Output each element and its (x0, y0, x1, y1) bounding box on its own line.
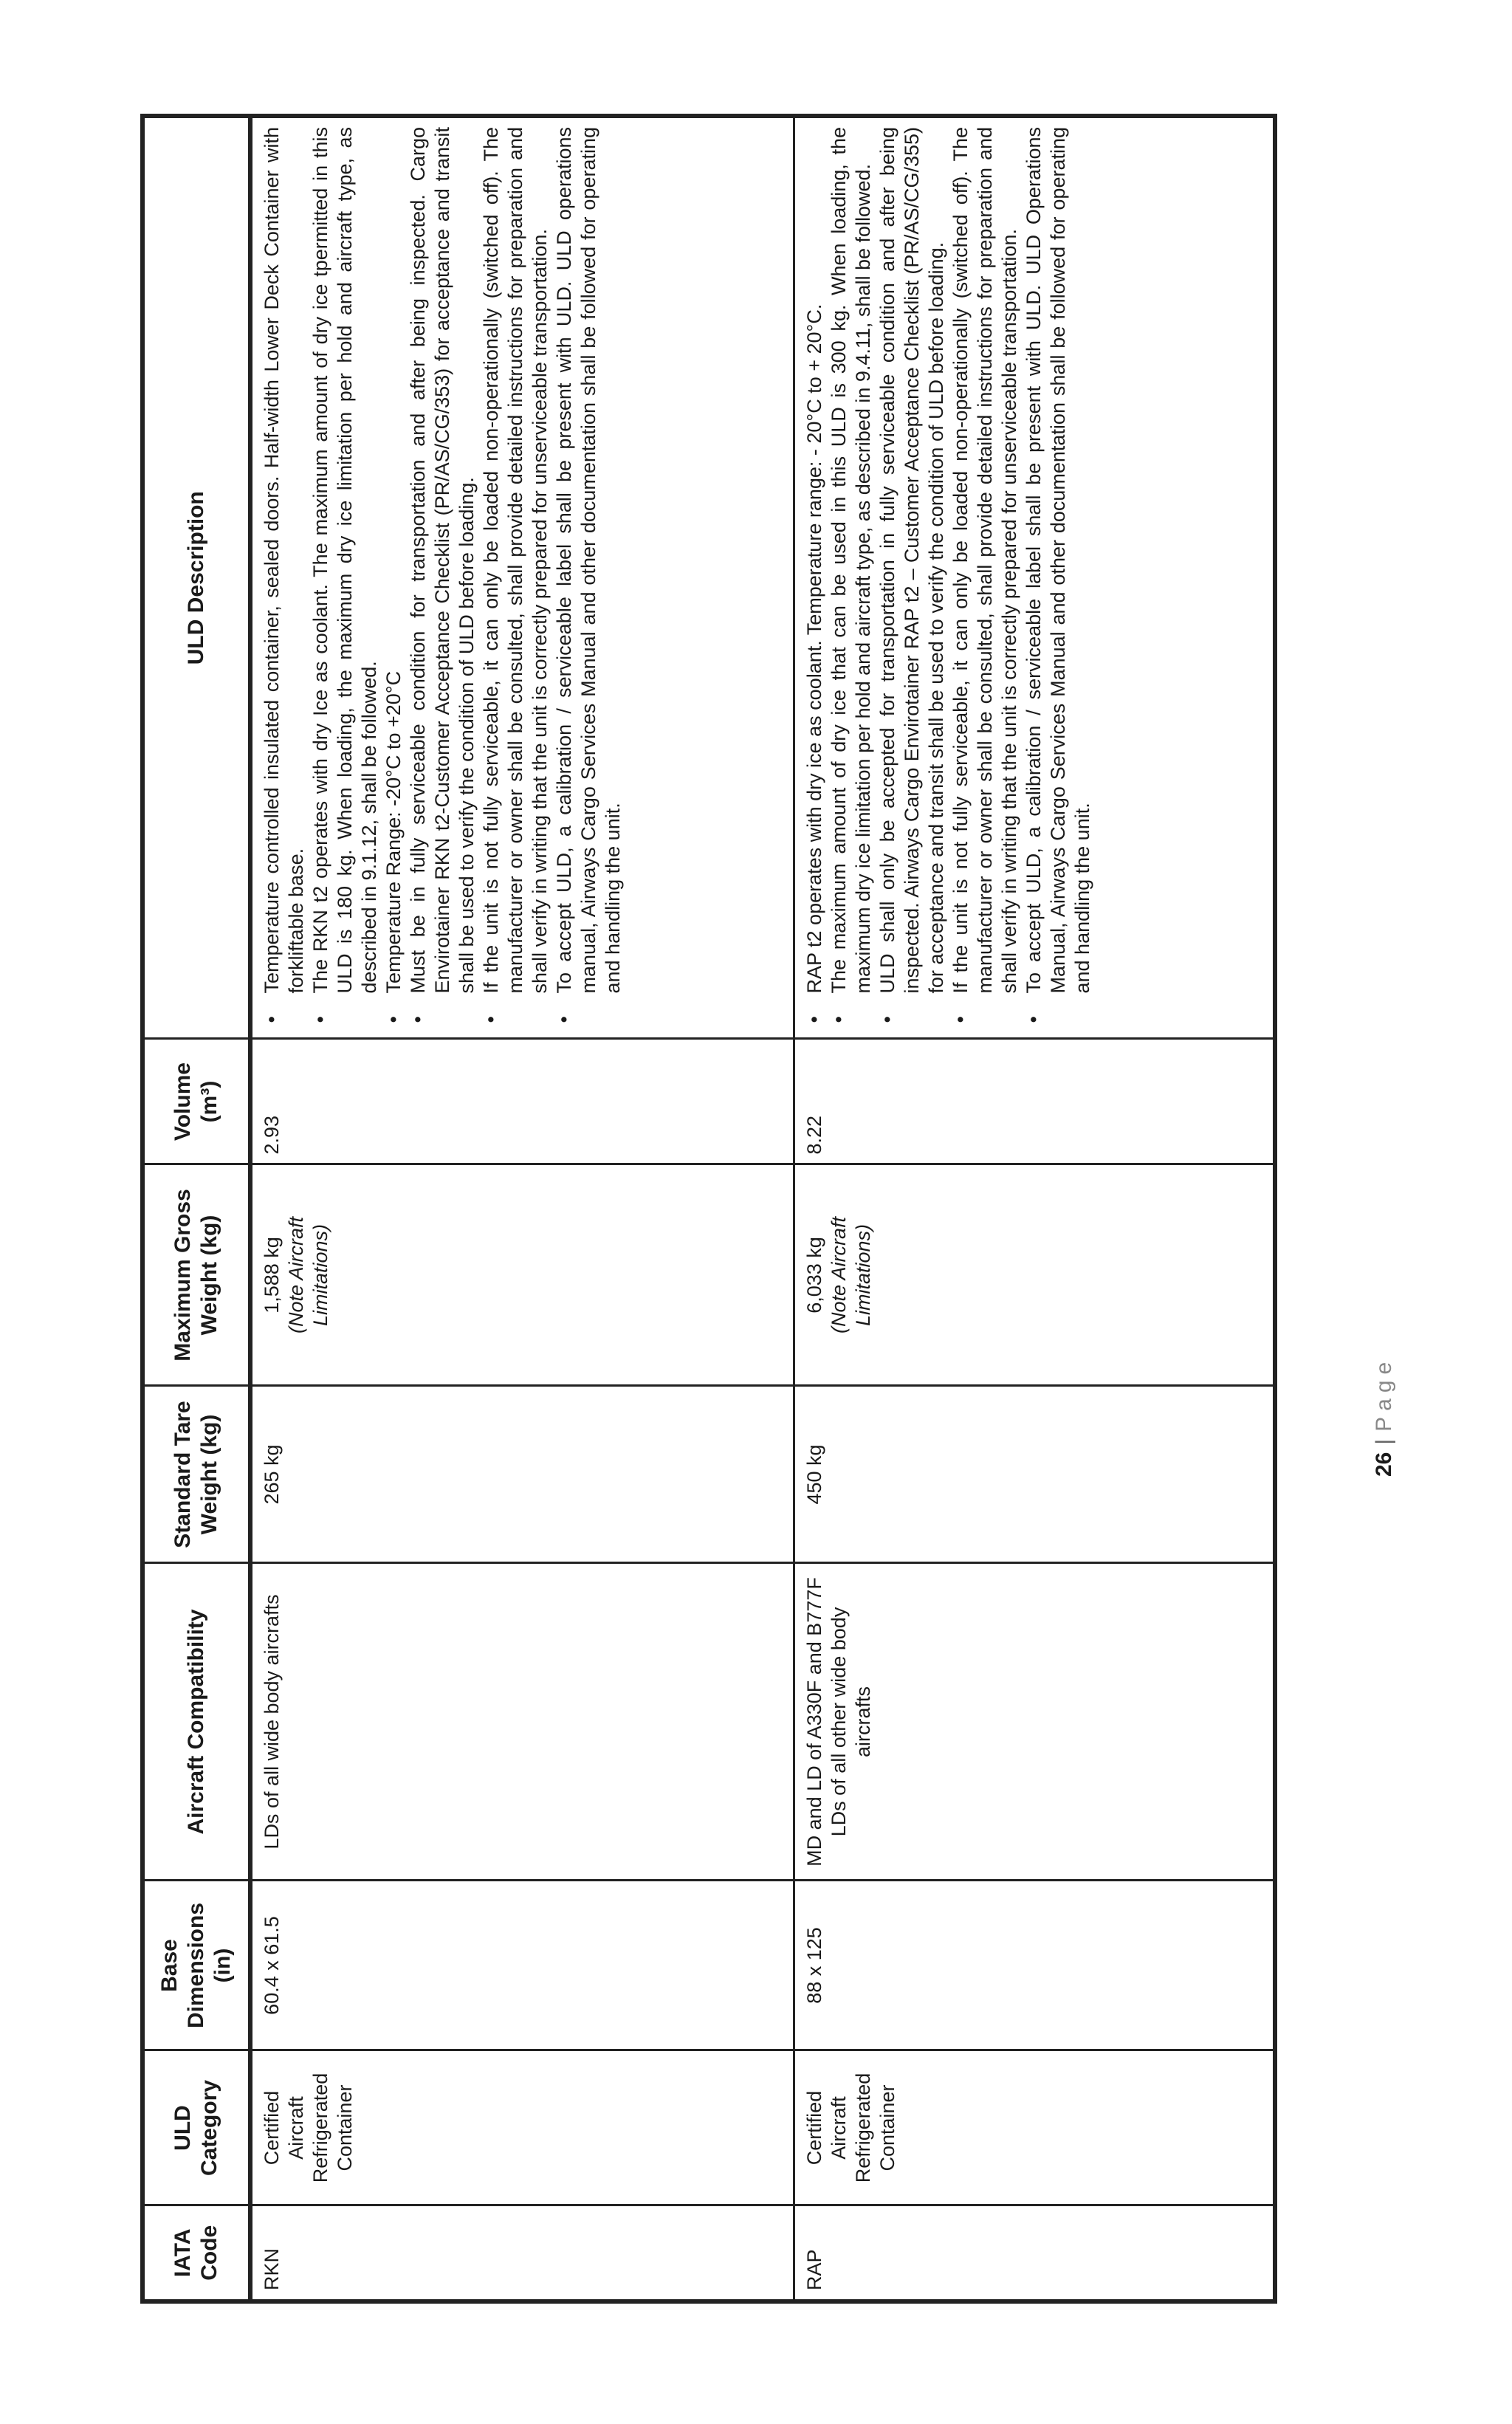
description-item: • RAP t2 operates with dry ice as coolant. Temperature range: - 20°C to + 20°C. (803, 127, 827, 994)
description-item: • Temperature Range: -20°C to +20°C (382, 127, 406, 994)
header-tare-weight: Standard Tare Weight (kg) (142, 1386, 250, 1563)
header-iata-code: IATA Code (142, 2205, 250, 2301)
cell-tare-weight: 265 kg (250, 1386, 794, 1563)
table-header-row (142, 116, 250, 2301)
description-item: • If the unit is not fully serviceable, it can only be loaded non-operationally (switched off). The manufacturer or owner shall be consulted, shall provide detailed instructions for preparation and shall verify in writing that the unit is correctly prepared for unserviceable transportation. (479, 127, 552, 994)
header-volume: Volume (m³) (142, 1039, 250, 1164)
cell-iata-code: RAP (794, 2205, 1275, 2301)
description-item: • To accept ULD, a calibration / serviceable label shall be present with ULD. ULD Operations Manual, Airways Cargo Services Manual and other documentation shall be followed for operating and handling the unit. (1022, 127, 1095, 994)
header-base-dimensions: Base Dimensions (in) (142, 1881, 250, 2050)
cell-volume: 2.93 (250, 1039, 794, 1164)
description-item: • Must be in fully serviceable condition for transportation and after being inspected. Cargo Envirotainer RKN t2-Customer Acceptance Checklist (PR/AS/CG/353) for acceptance and transit shall be used to verify the condition of ULD before loading. (406, 127, 479, 994)
max-gross-note: (Note Aircraft Limitations) (828, 1216, 875, 1334)
page-word: Page (1372, 1356, 1396, 1432)
table-row (250, 116, 794, 2301)
page-number-line (1366, 1285, 1403, 1477)
max-gross-note: (Note Aircraft Limitations) (285, 1216, 331, 1334)
page-footer (1366, 1307, 1440, 1499)
cell-uld-category: Certified Aircraft Refrigerated Container (794, 2050, 1275, 2205)
description-item: • If the unit is not fully serviceable, it can only be loaded non-operationally (switched off). The manufacturer or owner shall be consulted, shall provide detailed instructions for preparation and shall verify in writing that the unit is correctly prepared for unserviceable transportation. (949, 127, 1022, 994)
header-max-gross-weight: Maximum Gross Weight (kg) (142, 1164, 250, 1386)
cell-iata-code: RKN (250, 2205, 794, 2301)
uld-table-container (140, 118, 1277, 2304)
max-gross-value: 1,588 kg (261, 1237, 283, 1314)
uld-table (140, 114, 1277, 2304)
description-item: • The maximum amount of dry ice that can be used in this ULD is 300 kg. When loading, the maximum dry ice limitation per hold and aircraft type, as described in 9.4.11, shall be followed. (827, 127, 876, 994)
description-item: • To accept ULD, a calibration / serviceable label shall be present with ULD. ULD operations manual, Airways Cargo Services Manual and other documentation shall be followed for operating and handling the unit. (552, 127, 625, 994)
max-gross-value: 6,033 kg (803, 1237, 826, 1314)
page-separator: | (1372, 1438, 1396, 1445)
description-item: • ULD shall only be accepted for transportation in fully serviceable condition and after being inspected. Airways Cargo Envirotainer RAP t2 – Customer Acceptance Checklist (PR/AS/CG/355) for acceptance and transit shall be used to verify the condition of ULD before loading. (876, 127, 949, 994)
description-item: • Temperature controlled insulated container, sealed doors. Half-width Lower Deck Container with forkliftable base. (260, 127, 309, 994)
header-uld-category: ULD Category (142, 2050, 250, 2205)
cell-aircraft-compatibility (794, 1563, 1275, 1881)
table-row (794, 116, 1275, 2301)
description-list (260, 127, 625, 1029)
cell-volume: 8.22 (794, 1039, 1275, 1164)
header-uld-description: ULD Description (142, 116, 250, 1039)
cell-tare-weight: 450 kg (794, 1386, 1275, 1563)
cell-base-dimensions: 88 x 125 (794, 1881, 1275, 2050)
cell-aircraft-compatibility (250, 1563, 794, 1881)
cell-uld-category: Certified Aircraft Refrigerated Container (250, 2050, 794, 2205)
compat-line-2: LDs of all other wide body aircrafts (828, 1607, 875, 1837)
cell-uld-description (794, 116, 1275, 1039)
cell-max-gross-weight (250, 1164, 794, 1386)
description-list (803, 127, 1095, 1029)
header-aircraft-compatibility: Aircraft Compatibility (142, 1563, 250, 1881)
cell-base-dimensions: 60.4 x 61.5 (250, 1881, 794, 2050)
cell-uld-description (250, 116, 794, 1039)
page-number: 26 (1372, 1452, 1396, 1477)
cell-max-gross-weight (794, 1164, 1275, 1386)
description-item: • The RKN t2 operates with dry Ice as coolant. The maximum amount of dry ice tpermitted in this ULD is 180 kg. When loading, the maximum dry ice limitation per hold and aircraft type, as described in 9.1.12, shall be followed. (309, 127, 382, 994)
compat-line-1: MD and LD of A330F and B777F (803, 1577, 826, 1867)
compat-line-1: LDs of all wide body aircrafts (261, 1594, 283, 1850)
